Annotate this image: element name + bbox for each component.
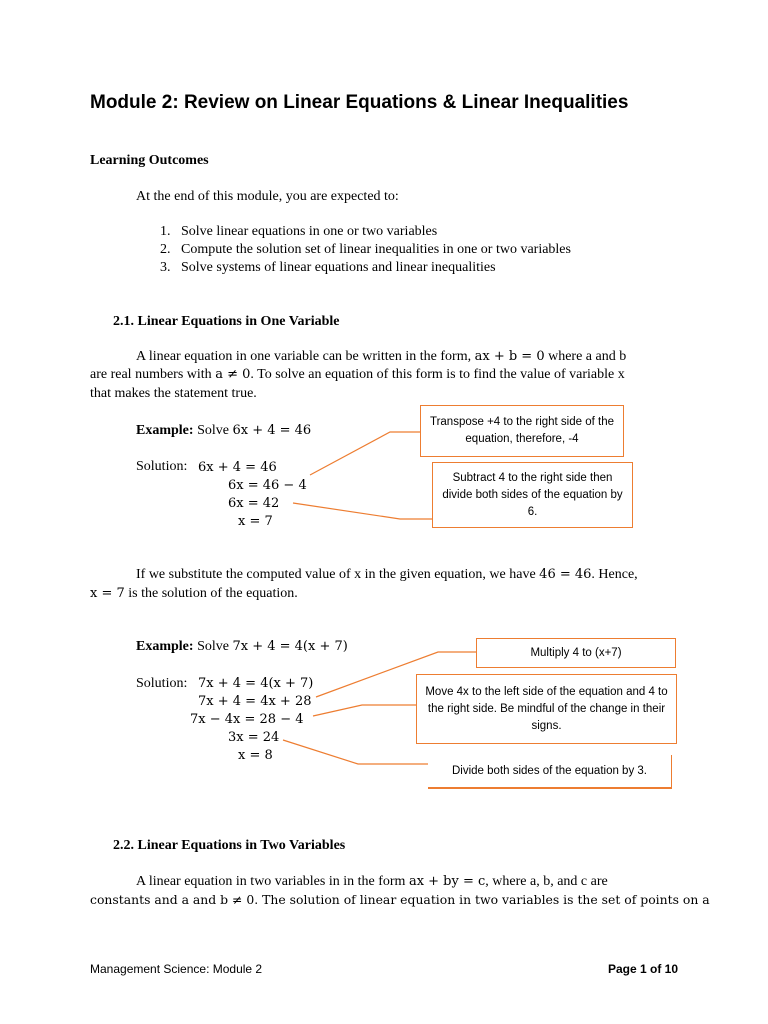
paragraph-text: . To solve an equation of this form is to find the value of variable x (250, 367, 625, 382)
paragraph-text: If we substitute the computed value of x in the given equation, we have (136, 567, 536, 582)
page-title: Module 2: Review on Linear Equations & Linear Inequalities (90, 92, 629, 113)
connector-line (283, 740, 428, 764)
example-label: Example: (136, 423, 194, 438)
paragraph-line (136, 874, 608, 890)
learning-outcomes-intro: At the end of this module, you are expected to: (136, 189, 399, 204)
example-label: Example: (136, 639, 194, 654)
solution-label: Solution: (136, 459, 188, 474)
math-expression: ax + by = c (408, 874, 486, 889)
solution-step: x = 7 (238, 514, 273, 529)
paragraph-text: are real numbers with (90, 367, 212, 382)
math-expression: 7x + 4 = 4(x + 7) (232, 639, 348, 654)
callout-box: Divide both sides of the equation by 3. (428, 755, 672, 788)
callout-box: Multiply 4 to (x+7) (476, 638, 676, 668)
list-item-number: 2. (160, 242, 171, 257)
connector-line (310, 432, 420, 475)
solution-step: 6x = 42 (228, 496, 280, 511)
math-expression: 6x + 4 = 46 (232, 423, 312, 438)
math-expression: ax + b = 0 (474, 349, 545, 364)
math-expression: 46 = 46 (539, 567, 592, 582)
paragraph-line: that makes the statement true. (90, 386, 257, 401)
footer-page-number: Page 1 of 10 (608, 962, 679, 976)
callout-box: Move 4x to the left side of the equation and 4 to the right side. Be mindful of the change in their signs. (416, 674, 677, 744)
learning-outcomes-heading: Learning Outcomes (90, 153, 209, 168)
list-item: Compute the solution set of linear inequalities in one or two variables (181, 242, 571, 257)
connector-line (313, 705, 416, 716)
paragraph-line: constants and a and b ≠ 0. The solution of linear equation in two variables is the set of points on a (90, 892, 710, 907)
connector-line (293, 503, 432, 519)
solution-label: Solution: (136, 676, 188, 691)
section-heading-2-2: 2.2. Linear Equations in Two Variables (113, 838, 346, 853)
solve-word: Solve (197, 423, 229, 438)
solution-step: 7x + 4 = 4(x + 7) (198, 676, 314, 691)
math-expression: x = 7 (90, 586, 125, 601)
solution-step: 7x + 4 = 4x + 28 (198, 694, 312, 709)
list-item: Solve linear equations in one or two variables (181, 224, 438, 239)
list-item: Solve systems of linear equations and linear inequalities (181, 260, 496, 275)
solution-step: x = 8 (238, 748, 273, 763)
callout-box: Subtract 4 to the right side then divide both sides of the equation by 6. (432, 462, 633, 528)
paragraph-text: A linear equation in one variable can be written in the form, (136, 349, 472, 364)
connector-line (316, 652, 476, 697)
section-heading-2-1: 2.1. Linear Equations in One Variable (113, 314, 340, 329)
paragraph-text: is the solution of the equation. (128, 586, 298, 601)
paragraph-text: A linear equation in two variables in in the form (136, 874, 406, 889)
solve-word: Solve (197, 639, 229, 654)
list-item-number: 1. (160, 224, 171, 239)
paragraph-text: , where a, b, and c are (485, 874, 608, 889)
callout-box: Transpose +4 to the right side of the equation, therefore, -4 (420, 405, 624, 457)
solution-step: 3x = 24 (228, 730, 280, 745)
footer-left: Management Science: Module 2 (90, 962, 263, 976)
solution-step: 7x − 4x = 28 − 4 (190, 712, 304, 727)
paragraph-text: where a and b (548, 349, 627, 364)
math-expression: a ≠ 0 (215, 367, 251, 382)
list-item-number: 3. (160, 260, 171, 275)
solution-step: 6x = 46 − 4 (228, 478, 307, 493)
solution-step: 6x + 4 = 46 (198, 460, 277, 475)
paragraph-text: . Hence, (591, 567, 638, 582)
